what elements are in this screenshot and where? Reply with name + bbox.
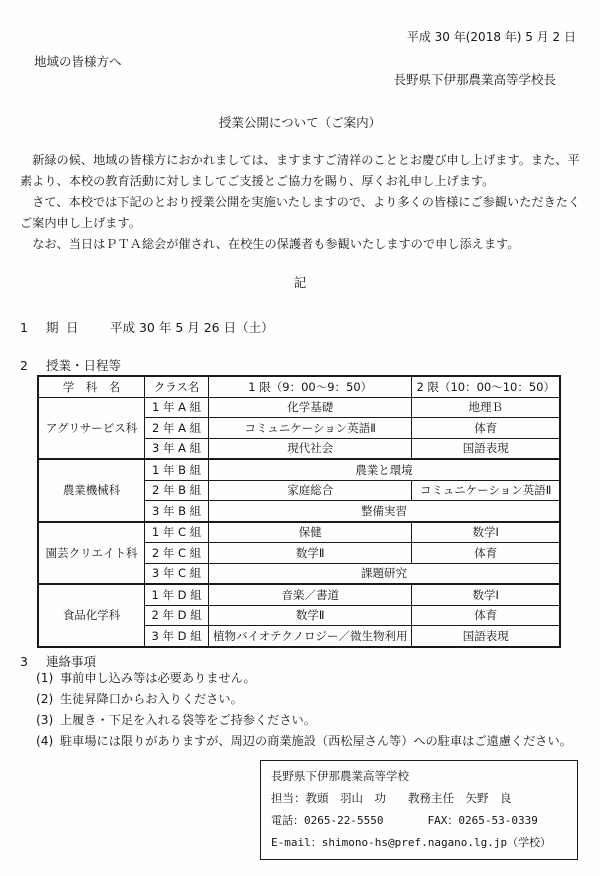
- period-1-cell: 植物バイオテクノロジー／微生物利用: [209, 626, 412, 647]
- department-cell: アグリサービス科: [38, 397, 145, 459]
- both-periods-cell: 課題研究: [209, 563, 561, 584]
- class-cell: 1 年 C 組: [145, 522, 209, 543]
- section-number: 3: [20, 654, 28, 669]
- paragraph-greeting: 新緑の候、地域の皆様方におかれましては、ますますご清祥のこととお慶び申し上げます。また、平素より、本校の教育活動に対しましてご支援とご協力を賜り、厚くお礼申し上げます。: [20, 153, 580, 188]
- department-cell: 食品化学科: [38, 584, 145, 647]
- document-date: 平成 30 年(2018 年) 5 月 2 日: [406, 30, 576, 44]
- class-cell: 1 年 D 組: [145, 584, 209, 605]
- class-cell: 2 年 A 組: [145, 418, 209, 439]
- list-item: (2) 生徒昇降口からお入りください。: [36, 692, 243, 706]
- section-label: 期日: [46, 320, 87, 335]
- section-label: 授業・日程等: [46, 358, 122, 373]
- event-date: 平成 30 年 5 月 26 日（土）: [110, 320, 274, 335]
- header-period-1: 1 限（9：00～9：50）: [209, 376, 412, 397]
- section-number: 1: [20, 320, 28, 335]
- contact-phone: 電話：0265-22-5550: [271, 814, 384, 827]
- contact-persons: [271, 787, 567, 809]
- period-2-cell: 地理Ｂ: [412, 397, 560, 418]
- period-2-cell: 数学Ⅰ: [412, 584, 560, 605]
- period-1-cell: 音楽／書道: [209, 584, 412, 605]
- paragraph-announcement: さて、本校では下記のとおり授業公開を実施いたしますので、より多くの皆様にご参観いただきたくご案内申し上げます。: [20, 195, 581, 230]
- table-row: [38, 522, 560, 543]
- period-2-cell: 数学Ⅰ: [412, 522, 560, 543]
- contact-fax: FAX：0265-53-0339: [427, 814, 538, 827]
- section-number: 2: [20, 358, 28, 373]
- both-periods-cell: 整備実習: [209, 501, 561, 522]
- table-header-row: [38, 376, 560, 397]
- sender: 長野県下伊那農業高等学校長: [393, 72, 556, 87]
- header-period-2: 2 限（10：00～10：50）: [412, 376, 560, 397]
- paragraph-note: なお、当日はＰＴＡ総会が催され、在校生の保護者も参観いたしますので申し添えます。: [32, 237, 520, 251]
- both-periods-cell: 農業と環境: [209, 459, 561, 480]
- class-cell: 2 年 B 組: [145, 480, 209, 501]
- period-1-cell: コミュニケーション英語Ⅱ: [209, 418, 412, 439]
- table-row: [38, 459, 560, 480]
- class-cell: 2 年 C 組: [145, 543, 209, 564]
- period-1-cell: 数学Ⅱ: [209, 543, 412, 564]
- class-cell: 1 年 B 組: [145, 459, 209, 480]
- class-cell: 3 年 C 組: [145, 563, 209, 584]
- period-1-cell: 家庭総合: [209, 480, 412, 501]
- addressee: 地域の皆様方へ: [34, 54, 122, 69]
- department-cell: 園芸クリエイト科: [38, 522, 145, 585]
- section-date: [20, 318, 274, 336]
- department-cell: 農業機械科: [38, 459, 145, 522]
- section-schedule-heading: [20, 356, 121, 374]
- notes-list: [36, 668, 572, 752]
- period-2-cell: 体育: [412, 605, 560, 626]
- header-department: 学 科 名: [38, 376, 145, 397]
- table-row: [38, 397, 560, 418]
- class-cell: 2 年 D 組: [145, 605, 209, 626]
- contact-person-2: 教務主任 矢野 良: [408, 791, 512, 805]
- contact-email: E-mail：shimono-hs@pref.nagano.lg.jp（学校）: [271, 836, 552, 849]
- class-cell: 1 年 A 組: [145, 397, 209, 418]
- document-title: 授業公開について（ご案内）: [218, 115, 382, 130]
- period-1-cell: 現代社会: [209, 438, 412, 459]
- period-2-cell: 体育: [412, 543, 560, 564]
- contact-phone-fax: [271, 809, 567, 832]
- list-item: (1) 事前申し込み等は必要ありません。: [36, 671, 256, 685]
- period-2-cell: 体育: [412, 418, 560, 439]
- class-cell: 3 年 A 組: [145, 438, 209, 459]
- table-row: [38, 584, 560, 605]
- class-cell: 3 年 B 組: [145, 501, 209, 522]
- period-1-cell: 保健: [209, 522, 412, 543]
- contact-person-1: 担当：教頭 羽山 功: [271, 791, 386, 805]
- ki-heading: 記: [293, 275, 307, 290]
- contact-school: 長野県下伊那農業高等学校: [271, 769, 409, 783]
- contact-box: [260, 760, 578, 860]
- schedule-table: [37, 375, 561, 648]
- header-class: クラス名: [145, 376, 209, 397]
- list-item: (4) 駐車場には限りがありますが、周辺の商業施設（西松屋さん等）への駐車はご遠慮ください。: [36, 734, 572, 748]
- period-1-cell: 数学Ⅱ: [209, 605, 412, 626]
- list-item: (3) 上履き・下足を入れる袋等をご持参ください。: [36, 713, 316, 727]
- period-2-cell: 国語表現: [412, 438, 560, 459]
- class-cell: 3 年 D 組: [145, 626, 209, 647]
- period-2-cell: 国語表現: [412, 626, 560, 647]
- period-2-cell: コミュニケーション英語Ⅱ: [412, 480, 560, 501]
- period-1-cell: 化学基礎: [209, 397, 412, 418]
- section-label: 連絡事項: [46, 654, 97, 669]
